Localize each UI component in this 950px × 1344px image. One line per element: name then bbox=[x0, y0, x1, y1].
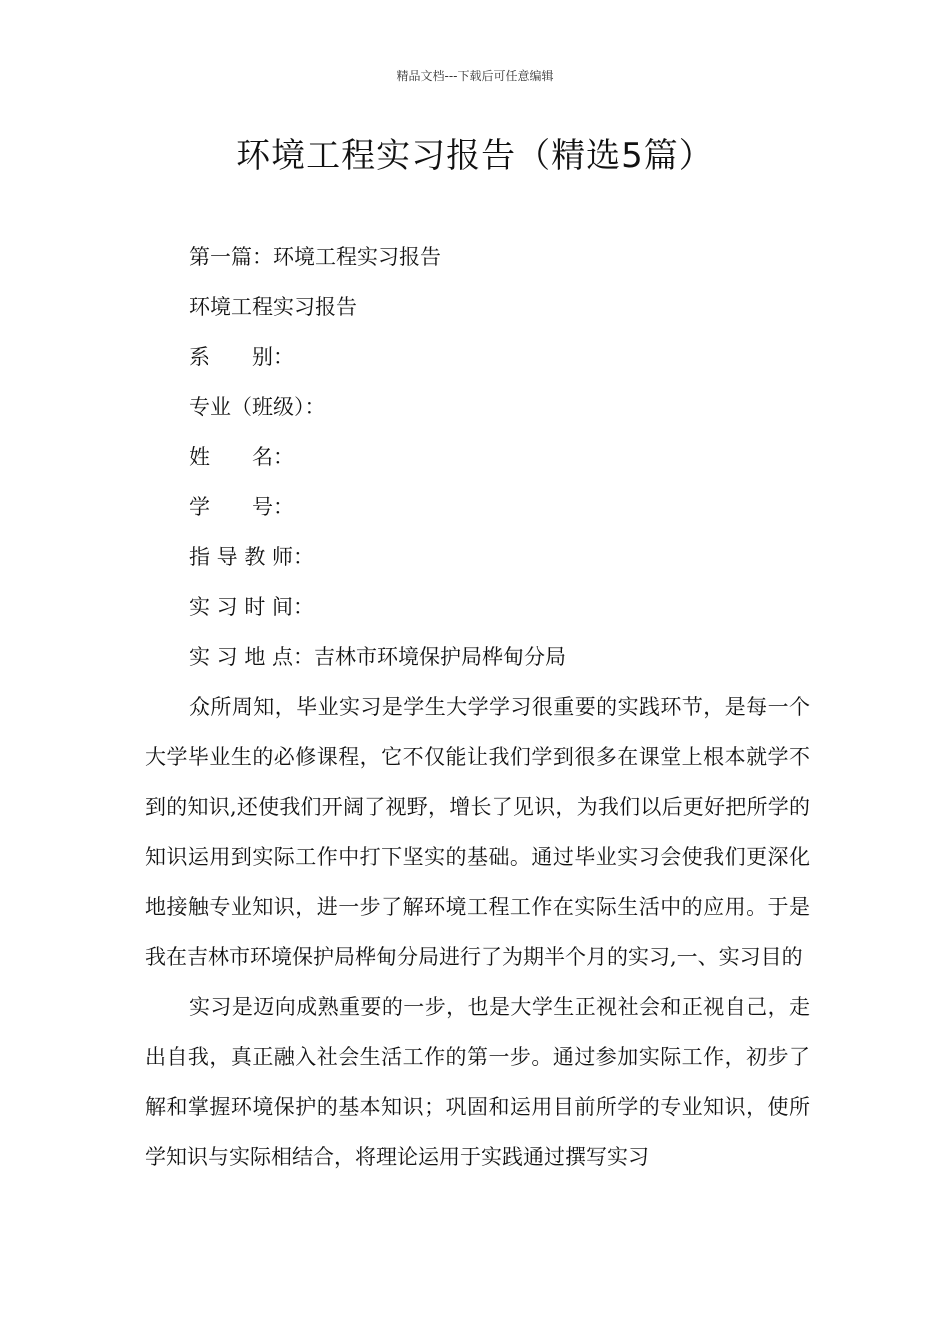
document-body bbox=[145, 232, 810, 1182]
field-location-value: 吉林市环境保护局桦甸分局 bbox=[314, 645, 567, 669]
field-name: 姓 名： bbox=[189, 445, 294, 469]
field-location-label: 实 习 地 点： bbox=[189, 645, 315, 669]
header-note: 精品文档---下载后可任意编辑 bbox=[396, 69, 554, 83]
document-title: 环境工程实习报告（精选5篇） bbox=[236, 136, 714, 176]
section-heading: 第一篇：环境工程实习报告 bbox=[189, 245, 441, 269]
field-period: 实 习 时 间： bbox=[189, 595, 315, 619]
field-student-id: 学 号： bbox=[189, 495, 294, 519]
field-major-class: 专业（班级）： bbox=[189, 395, 326, 419]
paragraph-2: 实习是迈向成熟重要的一步，也是大学生正视社会和正视自己，走出自我，真正融入社会生活工作的第一步。通过参加实际工作，初步了解和掌握环境保护的基本知识；巩固和运用目前所学的专业知识，使所学知识与实际相结合，将理论运用于实践通过撰写实习 bbox=[145, 995, 810, 1169]
paragraph-1: 众所周知，毕业实习是学生大学学习很重要的实践环节，是每一个大学毕业生的必修课程，它不仅能让我们学到很多在课堂上根本就学不到的知识,还使我们开阔了视野，增长了见识，为我们以后更好把所学的知识运用到实际工作中打下坚实的基础。通过毕业实习会使我们更深化地接触专业知识，进一步了解环境工程工作在实际生活中的应用。于是我在吉林市环境保护局桦甸分局进行了为期半个月的实习,一、实习目的 bbox=[145, 695, 810, 969]
report-name: 环境工程实习报告 bbox=[189, 295, 357, 319]
field-location bbox=[145, 632, 810, 682]
field-advisor: 指 导 教 师： bbox=[189, 545, 315, 569]
field-department: 系 别： bbox=[189, 345, 294, 369]
